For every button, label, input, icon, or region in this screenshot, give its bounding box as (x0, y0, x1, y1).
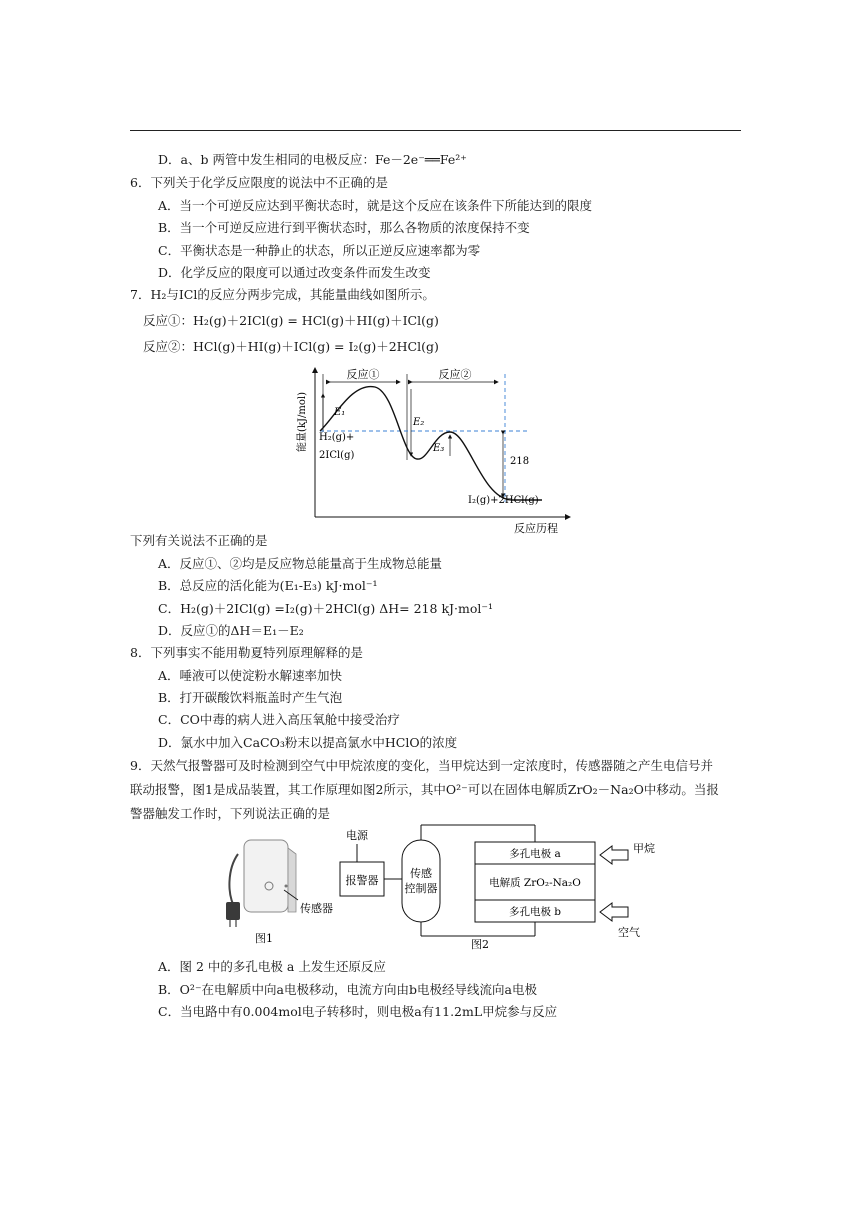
q9-stem-line1: 9．天然气报警器可及时检测到空气中甲烷浓度的变化，当甲烷达到一定浓度时，传感器随之产生电信号并 (130, 758, 713, 773)
controller-box (402, 840, 440, 922)
energy-diagram (290, 362, 580, 542)
q7-substem: 下列有关说法不正确的是 (130, 533, 268, 548)
reactant-label-1: H₂(g)+ (319, 432, 355, 443)
q7-reaction-2: 反应②：HCl(g)＋HI(g)＋ICl(g) = I₂(g)＋2HCl(g) (143, 339, 439, 354)
sensor-label: 传感器 (300, 902, 333, 915)
q5-option-d: D．a、b 两管中发生相同的电极反应：Fe－2e⁻══Fe²⁺ (158, 152, 467, 167)
q9-stem-line2: 联动报警，图1是成品装置，其工作原理如图2所示，其中O²⁻可以在固体电解质ZrO₂－Na₂O中移动。当报 (130, 782, 719, 797)
e2-label: E₂ (413, 417, 425, 428)
delta-label: 218 (510, 456, 530, 467)
q7-reaction-1: 反应①：H₂(g)＋2ICl(g) = HCl(g)＋HI(g)＋ICl(g) (143, 313, 439, 328)
air-inlet-arrow-icon (600, 903, 628, 921)
controller-label-2: 控制器 (404, 882, 438, 895)
q8-option-b: B．打开碳酸饮料瓶盖时产生气泡 (158, 690, 343, 705)
q6-option-a: A．当一个可逆反应达到平衡状态时，就是这个反应在该条件下所能达到的限度 (158, 198, 593, 213)
q9-stem-line3: 警器触发工作时，下列说法正确的是 (130, 806, 331, 821)
q6-stem: 6．下列关于化学反应限度的说法中不正确的是 (130, 175, 388, 190)
q9-option-a: A．图 2 中的多孔电极 a 上发生还原反应 (158, 959, 386, 974)
power-cord (229, 854, 238, 910)
q7-option-b: B．总反应的活化能为(E₁-E₃) kJ·mol⁻¹ (158, 578, 378, 593)
q6-option-d: D．化学反应的限度可以通过改变条件而发生改变 (158, 265, 431, 280)
q7-stem: 7．H₂与ICl的反应分两步完成，其能量曲线如图所示。 (130, 287, 435, 302)
figure-1-caption: 图1 (255, 932, 273, 945)
q7-option-c: C．H₂(g)＋2ICl(g) =I₂(g)＋2HCl(g) ΔH= 218 kJ·mol⁻¹ (158, 601, 493, 616)
electrode-b-label: 多孔电极 b (508, 906, 562, 918)
controller-label-1: 传感 (410, 867, 432, 880)
q8-stem: 8．下列事实不能用勒夏特列原理解释的是 (130, 645, 363, 660)
figure-2-principle-diagram (330, 822, 660, 952)
device-body (244, 840, 288, 912)
alarm-label: 报警器 (345, 874, 379, 887)
step1-label: 反应① (346, 368, 380, 381)
q6-option-c: C．平衡状态是一种静止的状态，所以正逆反应速率都为零 (158, 243, 481, 258)
q9-option-c: C．当电路中有0.004mol电子转移时，则电极a有11.2mL甲烷参与反应 (158, 1004, 558, 1019)
indicator-light-icon (285, 885, 288, 888)
power-plug (226, 902, 240, 920)
device-side (288, 848, 296, 912)
e3-label: E₃ (433, 443, 445, 454)
product-label: I₂(g)+2HCl(g) (468, 495, 539, 506)
q7-option-a: A．反应①、②均是反应物总能量高于生成物总能量 (158, 556, 443, 571)
q8-option-d: D．氯水中加入CaCO₃粉末以提高氯水中HClO的浓度 (158, 735, 458, 750)
q8-option-a: A．唾液可以使淀粉水解速率加快 (158, 668, 343, 683)
q8-option-c: C．CO中毒的病人进入高压氧舱中接受治疗 (158, 712, 400, 727)
q7-option-d: D．反应①的ΔH＝E₁－E₂ (158, 623, 304, 638)
methane-inlet-arrow-icon (600, 846, 628, 864)
e1-label: E₁ (334, 407, 346, 418)
q9-option-b: B．O²⁻在电解质中向a电极移动，电流方向由b电极经导线流向a电极 (158, 982, 537, 997)
reactant-label-2: 2ICl(g) (319, 450, 355, 461)
x-axis-label: 反应历程 (514, 522, 558, 535)
y-axis-label: 能量(kJ/mol) (297, 392, 308, 452)
header-rule (130, 130, 741, 131)
methane-label: 甲烷 (633, 842, 655, 855)
energy-curve (320, 387, 542, 500)
power-label: 电源 (346, 829, 368, 842)
electrode-a-label: 多孔电极 a (509, 848, 561, 860)
electrolyte-label: 电解质 ZrO₂-Na₂O (489, 877, 581, 889)
step2-label: 反应② (438, 368, 472, 381)
q6-option-b: B．当一个可逆反应进行到平衡状态时，那么各物质的浓度保持不变 (158, 220, 530, 235)
air-label: 空气 (618, 926, 640, 939)
figure-2-caption: 图2 (471, 938, 489, 951)
